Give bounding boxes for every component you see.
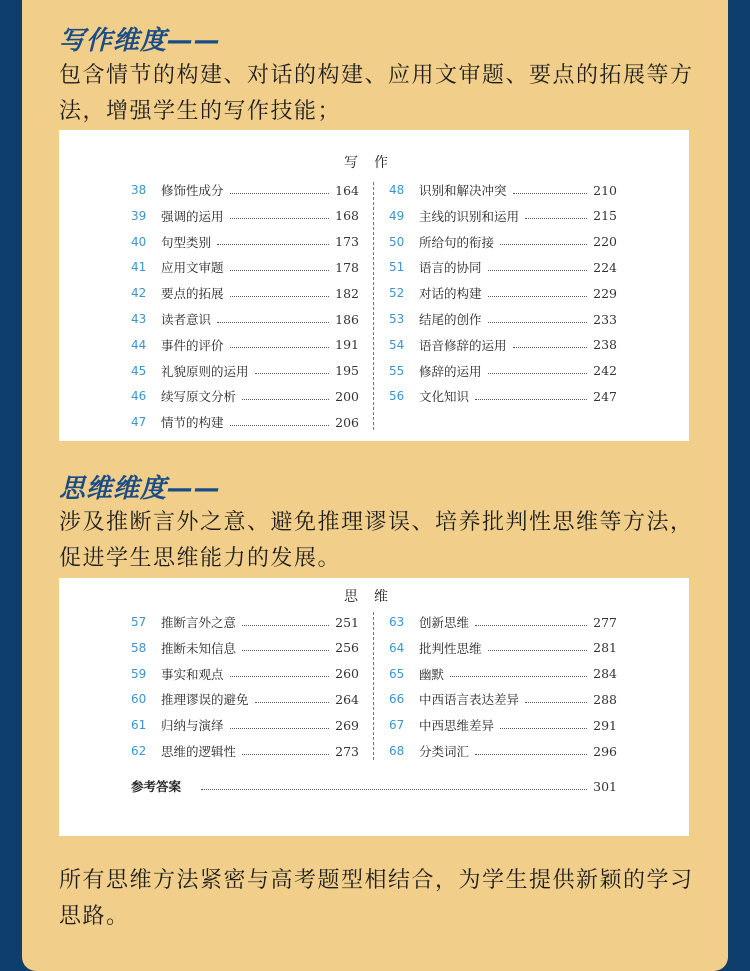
leader-dots xyxy=(230,720,330,729)
toc-entry-page: 264 xyxy=(335,691,359,707)
toc-entry-number: 38 xyxy=(131,183,147,197)
leader-dots xyxy=(230,288,330,297)
toc-entry xyxy=(131,309,359,329)
toc-entry-number: 54 xyxy=(389,337,405,352)
thinking-toc-title: 思维 xyxy=(344,589,404,605)
toc-entry-title: 要点的拓展 xyxy=(161,286,224,302)
toc-entry xyxy=(389,257,617,277)
leader-dots xyxy=(242,391,329,400)
toc-entry-title: 推断未知信息 xyxy=(161,640,237,656)
leader-dots xyxy=(230,417,330,426)
toc-entry-title: 识别和解决冲突 xyxy=(419,183,507,198)
toc-entry-number: 65 xyxy=(389,666,405,681)
toc-entry-title: 文化知识 xyxy=(419,389,470,405)
leader-dots xyxy=(230,339,330,348)
leader-dots xyxy=(230,262,330,271)
toc-entry-title: 语音修辞的运用 xyxy=(419,337,507,353)
toc-entry xyxy=(131,612,359,632)
toc-entry-number: 66 xyxy=(389,692,405,707)
toc-entry xyxy=(131,638,359,658)
toc-entry-number: 40 xyxy=(131,234,147,249)
toc-entry xyxy=(389,361,617,381)
toc-entry xyxy=(131,741,359,761)
leader-dots xyxy=(230,185,330,194)
toc-entry xyxy=(389,664,617,684)
toc-entry xyxy=(131,206,359,226)
toc-entry-page: 247 xyxy=(593,388,617,404)
toc-entry xyxy=(389,232,617,252)
toc-entry-number: 55 xyxy=(389,363,405,378)
toc-entry-title: 结尾的创作 xyxy=(419,312,482,327)
leader-dots xyxy=(513,185,588,194)
toc-entry-title: 主线的识别和运用 xyxy=(419,208,520,224)
toc-entry xyxy=(131,180,359,200)
toc-entry-title: 分类词汇 xyxy=(419,744,470,759)
leader-dots xyxy=(242,642,329,651)
leader-dots xyxy=(500,236,587,245)
toc-entry-page: 277 xyxy=(593,614,617,630)
toc-entry-title: 思维的逻辑性 xyxy=(161,744,237,759)
toc-entry-title: 应用文审题 xyxy=(161,260,224,276)
toc-entry-number: 63 xyxy=(389,615,405,629)
toc-entry-number: 46 xyxy=(131,389,147,404)
toc-entry-page: 200 xyxy=(335,388,359,404)
toc-entry-page: 256 xyxy=(335,640,359,656)
toc-entry-number: 42 xyxy=(131,286,147,301)
toc-entry-title: 事实和观点 xyxy=(161,666,224,682)
toc-entry-number: 59 xyxy=(131,666,147,681)
toc-entry xyxy=(131,386,359,406)
toc-entry-number: 68 xyxy=(389,744,405,758)
toc-entry-page: 178 xyxy=(335,259,359,275)
leader-dots xyxy=(525,694,587,703)
toc-entry-page: 288 xyxy=(593,691,617,707)
toc-entry-title: 中西语言表达差异 xyxy=(419,692,520,708)
toc-entry xyxy=(389,386,617,406)
toc-entry-page: 206 xyxy=(335,414,359,430)
toc-entry-page: 238 xyxy=(593,337,617,353)
toc-entry xyxy=(131,257,359,277)
leader-dots xyxy=(242,617,329,626)
toc-entry xyxy=(389,206,617,226)
toc-entry xyxy=(389,689,617,709)
toc-entry-title: 所给句的衔接 xyxy=(419,234,495,250)
answers-label: 参考答案 xyxy=(131,779,182,794)
leader-dots xyxy=(450,668,587,677)
toc-entry-page: 229 xyxy=(593,285,617,301)
leader-dots xyxy=(513,339,588,348)
toc-entry-title: 修辞的运用 xyxy=(419,363,482,379)
toc-entry-page: 281 xyxy=(593,640,617,656)
footer-text: 所有思维方法紧密与高考题型相结合，为学生提供新颖的学习思路。 xyxy=(59,868,694,929)
leader-dots xyxy=(488,262,588,271)
toc-entry-page: 273 xyxy=(335,743,359,759)
toc-entry-title: 强调的运用 xyxy=(161,208,224,224)
writing-description: 包含情节的构建、对话的构建、应用文审题、要点的拓展等方法，增强学生的写作技能； xyxy=(59,63,694,124)
toc-entry-page: 195 xyxy=(335,363,359,379)
leader-dots xyxy=(475,617,587,626)
toc-entry xyxy=(131,689,359,709)
toc-entry-number: 48 xyxy=(389,183,405,197)
toc-entry-page: 210 xyxy=(593,182,617,198)
toc-entry xyxy=(389,741,617,761)
toc-entry-number: 57 xyxy=(131,615,147,629)
toc-entry xyxy=(389,612,617,632)
writing-heading: 写作维度—— xyxy=(59,26,222,56)
leader-dots xyxy=(488,365,588,374)
toc-entry-page: 173 xyxy=(335,234,359,250)
toc-entry-title: 创新思维 xyxy=(419,615,470,630)
toc-entry-title: 批判性思维 xyxy=(419,640,482,656)
thinking-description: 涉及推断言外之意、避免推理谬误、培养批判性思维等方法，促进学生思维能力的发展。 xyxy=(59,510,694,571)
toc-entry xyxy=(389,309,617,329)
toc-entry-page: 242 xyxy=(593,363,617,379)
leader-dots xyxy=(217,236,329,245)
toc-entry-title: 对话的构建 xyxy=(419,286,482,302)
toc-entry-title: 中西思维差异 xyxy=(419,718,495,734)
answers-page: 301 xyxy=(593,778,617,794)
toc-entry xyxy=(131,412,359,432)
toc-entry-page: 269 xyxy=(335,717,359,733)
toc-entry-page: 186 xyxy=(335,311,359,327)
toc-entry-number: 45 xyxy=(131,363,147,378)
toc-entry-page: 260 xyxy=(335,666,359,682)
toc-entry-title: 推理谬误的避免 xyxy=(161,692,249,708)
toc-entry-page: 284 xyxy=(593,666,617,682)
leader-dots xyxy=(201,781,587,790)
toc-entry-page: 164 xyxy=(335,182,359,198)
toc-entry xyxy=(131,335,359,355)
toc-entry-number: 50 xyxy=(389,234,405,249)
toc-entry-page: 215 xyxy=(593,208,617,224)
toc-entry xyxy=(389,715,617,735)
toc-entry-number: 61 xyxy=(131,718,147,733)
toc-entry-page: 224 xyxy=(593,259,617,275)
toc-entry-number: 43 xyxy=(131,312,147,326)
toc-entry-number: 64 xyxy=(389,640,405,655)
leader-dots xyxy=(500,720,587,729)
toc-entry-number: 58 xyxy=(131,640,147,655)
toc-entry-title: 归纳与演绎 xyxy=(161,718,224,734)
leader-dots xyxy=(255,365,330,374)
writing-toc-title: 写作 xyxy=(344,155,404,171)
toc-entry xyxy=(389,283,617,303)
toc-entry-page: 220 xyxy=(593,234,617,250)
leader-dots xyxy=(242,746,329,755)
toc-entry-number: 56 xyxy=(389,389,405,404)
leader-dots xyxy=(255,694,330,703)
leader-dots xyxy=(525,210,587,219)
toc-entry-title: 句型类别 xyxy=(161,234,212,250)
leader-dots xyxy=(488,314,588,323)
toc-entry-number: 39 xyxy=(131,208,147,223)
toc-entry xyxy=(389,638,617,658)
thinking-heading: 思维维度—— xyxy=(59,474,222,504)
writing-toc-card xyxy=(59,130,689,441)
toc-entry-number: 49 xyxy=(389,208,405,223)
toc-entry-page: 191 xyxy=(335,337,359,353)
toc-entry-number: 53 xyxy=(389,312,405,326)
toc-divider xyxy=(373,182,374,430)
toc-entry-title: 语言的协同 xyxy=(419,260,482,276)
toc-entry-title: 续写原文分析 xyxy=(161,389,237,405)
toc-entry-number: 52 xyxy=(389,286,405,301)
toc-entry-title: 情节的构建 xyxy=(161,415,224,431)
leader-dots xyxy=(230,210,330,219)
toc-entry-page: 251 xyxy=(335,614,359,630)
toc-entry xyxy=(131,715,359,735)
toc-entry-title: 读者意识 xyxy=(161,312,212,327)
toc-entry-page: 291 xyxy=(593,717,617,733)
toc-entry xyxy=(131,283,359,303)
toc-entry xyxy=(389,335,617,355)
leader-dots xyxy=(488,288,588,297)
toc-entry-page: 168 xyxy=(335,208,359,224)
toc-divider xyxy=(373,612,374,760)
toc-entry xyxy=(131,232,359,252)
toc-entry-number: 41 xyxy=(131,260,147,275)
toc-entry xyxy=(131,664,359,684)
toc-entry-number: 51 xyxy=(389,260,405,275)
thinking-toc-card xyxy=(59,578,689,836)
toc-entry xyxy=(131,361,359,381)
toc-entry-number: 60 xyxy=(131,692,147,707)
toc-entry-page: 182 xyxy=(335,285,359,301)
toc-entry-title: 礼貌原则的运用 xyxy=(161,363,249,379)
toc-entry-number: 62 xyxy=(131,744,147,758)
toc-entry-page: 296 xyxy=(593,743,617,759)
leader-dots xyxy=(230,668,330,677)
toc-entry-number: 47 xyxy=(131,415,147,430)
toc-entry-number: 67 xyxy=(389,718,405,733)
leader-dots xyxy=(475,391,587,400)
toc-entry-title: 修饰性成分 xyxy=(161,183,224,198)
answers-row xyxy=(131,776,617,796)
toc-entry-page: 233 xyxy=(593,311,617,327)
toc-entry-title: 幽默 xyxy=(419,666,445,682)
leader-dots xyxy=(488,642,588,651)
toc-entry xyxy=(389,180,617,200)
toc-entry-title: 推断言外之意 xyxy=(161,615,237,630)
toc-entry-title: 事件的评价 xyxy=(161,337,224,353)
leader-dots xyxy=(475,746,587,755)
toc-entry-number: 44 xyxy=(131,337,147,352)
leader-dots xyxy=(217,314,329,323)
